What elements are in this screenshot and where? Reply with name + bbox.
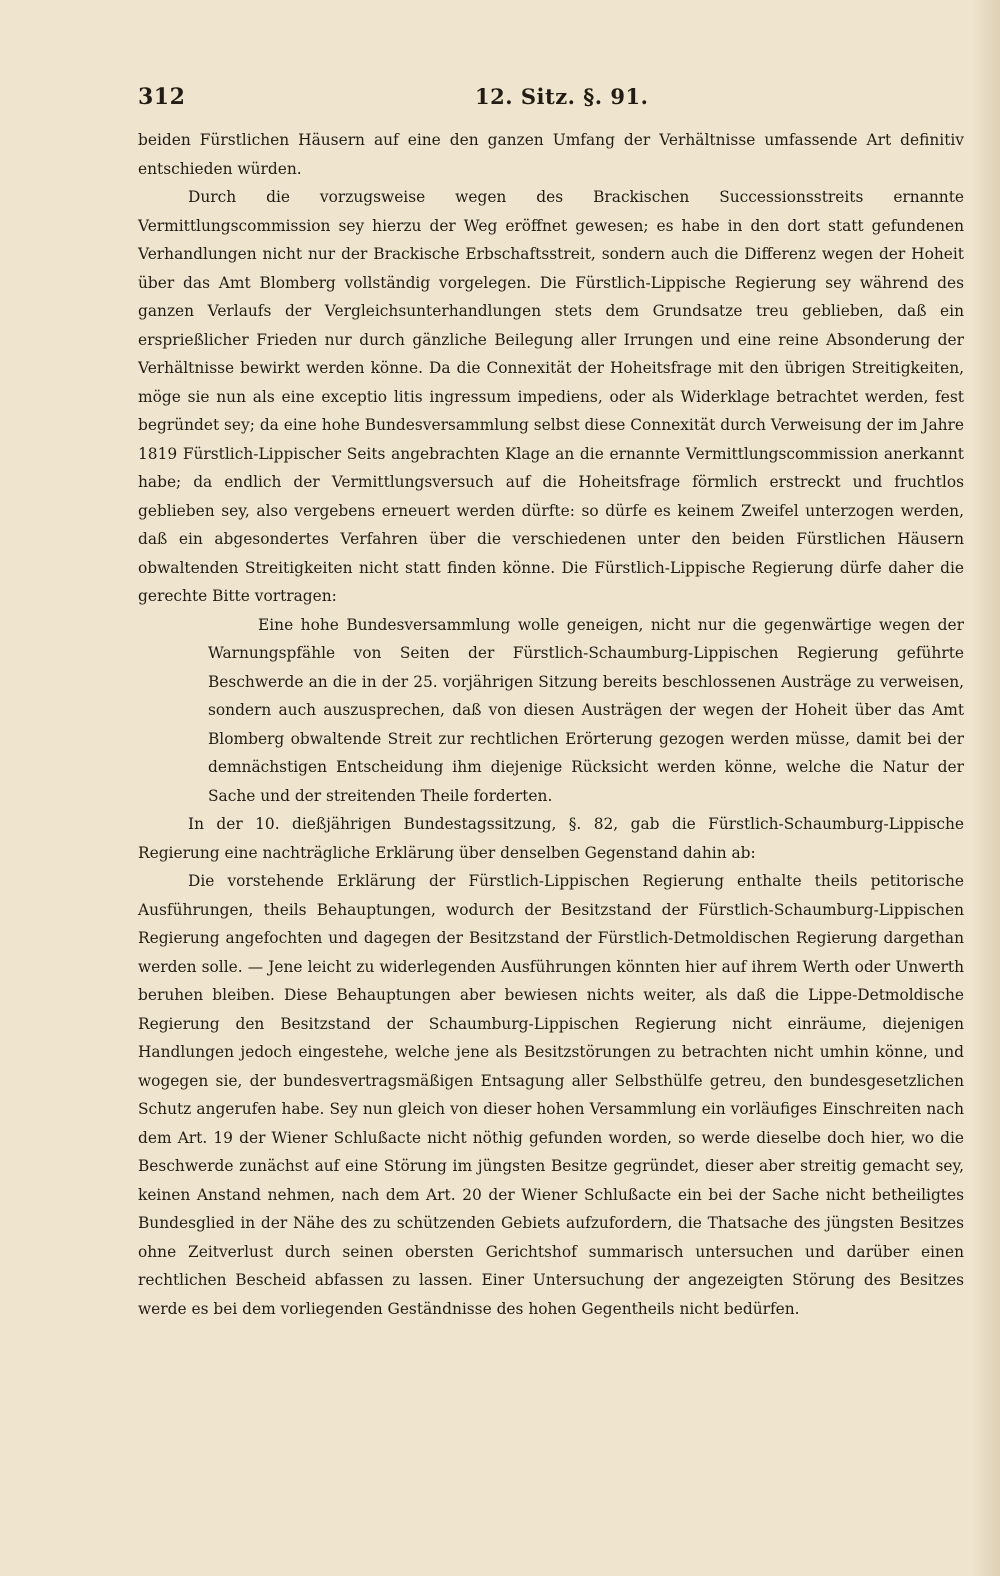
page-header — [138, 84, 968, 120]
page-edge-shadow — [972, 0, 1000, 1576]
running-head: 12. Sitz. §. 91. — [475, 84, 649, 109]
paragraph: In der 10. dießjährigen Bundestagssitzung, §. 82, gab die Fürstlich-Schaumburg-Lippische Regierung eine nachträgliche Erklärung über denselben Gegenstand dahin ab: — [138, 815, 964, 862]
page-number: 312 — [138, 84, 186, 110]
paragraph-continued: beiden Fürstlichen Häusern auf eine den ganzen Umfang der Verhältnisse umfassende Art definitiv entschieden würden. — [138, 131, 964, 178]
paragraph: Die vorstehende Erklärung der Fürstlich-Lippischen Regierung enthalte theils petitorische Ausführungen, theils Behauptungen, wodurch der Besitzstand der Fürstlich-Schaumburg-Lippischen Regierung angefochten und dagegen der Besitzstand der Fürstlich-Detmoldischen Regierung dargethan werden solle. — Jene leicht zu widerlegenden Ausführungen könnten hier auf ihrem Werth oder Unwerth beruhen bleiben. Diese Behauptungen aber bewiesen nichts weiter, als daß die Lippe-Detmoldische Regierung den Besitzstand der Schaumburg-Lippischen Regierung nicht einräume, diejenigen Handlungen jedoch eingestehe, welche jene als Besitzstörungen zu betrachten nicht umhin könne, und wogegen sie, der bundesvertragsmäßigen Entsagung aller Selbsthülfe getreu, den bundesgesetzlichen Schutz angerufen habe. Sey nun gleich von dieser hohen Versammlung ein vorläufiges Einschreiten nach dem Art. 19 der Wiener Schlußacte nicht nöthig gefunden worden, so werde dieselbe doch hier, wo die Beschwerde zunächst auf eine Störung im jüngsten Besitze gegründet, dieser aber streitig gemacht sey, keinen Anstand nehmen, nach dem Art. 20 der Wiener Schlußacte ein bei der Sache nicht betheiligtes Bundesglied in der Nähe des zu schützenden Gebiets aufzufordern, die Thatsache des jüngsten Besitzes ohne Zeitverlust durch seinen obersten Gerichtshof summarisch untersuchen und darüber einen rechtlichen Bescheid abfassen zu lassen. Einer Untersuchung der angezeigten Störung des Besitzes werde es bei dem vorliegenden Geständnisse des hohen Gegentheils nicht bedürfen. — [138, 872, 964, 1318]
paragraph: Durch die vorzugsweise wegen des Brackischen Successionsstreits ernannte Vermittlungscommission sey hierzu der Weg eröffnet gewesen; es habe in den dort statt gefundenen Verhandlungen nicht nur der Brackische Erbschaftsstreit, sondern auch die Differenz wegen der Hoheit über das Amt Blomberg vollständig vorgelegen. Die Fürstlich-Lippische Regierung sey während des ganzen Verlaufs der Vergleichsunterhandlungen stets dem Grundsatze treu geblieben, daß ein ersprießlicher Frieden nur durch gänzliche Beilegung aller Irrungen und eine reine Absonderung der Verhältnisse bewirkt werden könne. Da die Connexität der Hoheitsfrage mit den übrigen Streitigkeiten, möge sie nun als eine exceptio litis ingressum impediens, oder als Widerklage betrachtet werden, fest begründet sey; da eine hohe Bundesversammlung selbst diese Connexität durch Verweisung der im Jahre 1819 Fürstlich-Lippischer Seits angebrachten Klage an die ernannte Vermittlungscommission anerkannt habe; da endlich der Vermittlungsversuch auf die Hoheitsfrage förmlich erstreckt und fruchtlos geblieben sey, also vergebens erneuert werden dürfte: so dürfe es keinem Zweifel unterzogen werden, daß ein abgesondertes Verfahren über die verschiedenen unter den beiden Fürstlichen Häusern obwaltenden Streitigkeiten nicht statt finden könne. Die Fürstlich-Lippische Regierung dürfe daher die gerechte Bitte vortragen: — [138, 188, 964, 605]
petition-paragraph: Eine hohe Bundesversammlung wolle geneigen, nicht nur die gegenwärtige wegen der Warnungspfähle von Seiten der Fürstlich-Schaumburg-Lippischen Regierung geführte Beschwerde an die in der 25. vorjährigen Sitzung bereits beschlossenen Austräge zu verweisen, sondern auch auszusprechen, daß von diesen Austrägen der wegen der Hoheit über das Amt Blomberg obwaltende Streit zur rechtlichen Erörterung gezogen werden müsse, damit bei der demnächstigen Entscheidung ihm diejenige Rücksicht werden könne, welche die Natur der Sache und der streitenden Theile forderten. — [208, 615, 964, 805]
body-text — [138, 126, 964, 1323]
